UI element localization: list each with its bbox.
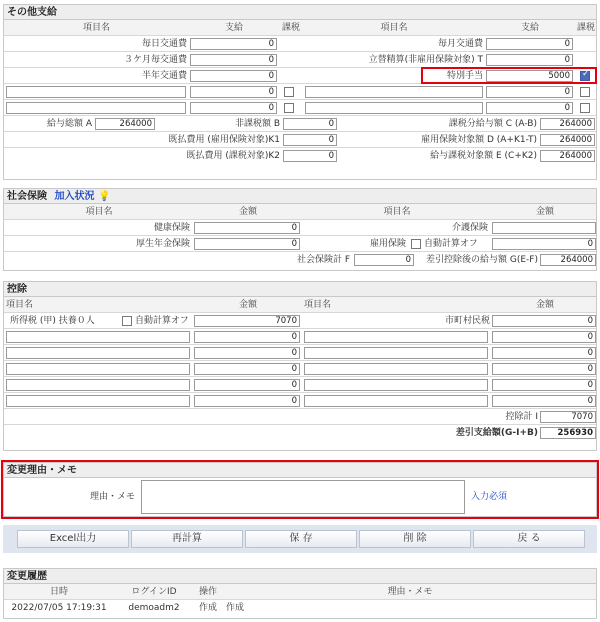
item-label: 毎日交通費 — [141, 39, 187, 49]
col-item: 項目名 — [304, 300, 332, 310]
deduction-row-blank — [4, 393, 596, 409]
health-insurance-label: 健康保険 — [153, 223, 190, 233]
employment-insurance-label: 雇用保険 — [369, 239, 406, 249]
deduction-row-blank — [4, 329, 596, 345]
history-memo: 作成 — [226, 603, 245, 613]
employment-auto-calc-label: 自動計算オフ — [424, 239, 478, 249]
care-insurance-input[interactable] — [492, 222, 596, 234]
custom-item-value-input[interactable]: 0 — [190, 102, 277, 114]
social-header-row — [4, 204, 596, 220]
quarterly-commute-input[interactable]: 0 — [190, 54, 277, 66]
custom-deduction-name-input[interactable] — [6, 347, 190, 359]
tax-target-label: 給与課税対象額 E (C+K2) — [430, 151, 537, 161]
net-pay-value: 256930 — [540, 427, 596, 439]
recalculate-button[interactable]: 再計算 — [131, 530, 243, 548]
custom-deduction-name-input[interactable] — [304, 331, 488, 343]
deduction-total-row — [4, 409, 596, 425]
after-social-label: 差引控除後の給与額 G(E-F) — [426, 255, 538, 265]
col-amount: 金額 — [238, 300, 257, 310]
lightbulb-icon: 💡 — [97, 191, 111, 202]
taxable-label: 課税分給与額 C (A-B) — [448, 119, 537, 129]
income-tax-input[interactable]: 7070 — [194, 315, 300, 327]
item-label: 半年交通費 — [141, 71, 187, 81]
col-amount: 金額 — [535, 207, 554, 217]
net-pay-label: 差引支給額(G-I+B) — [455, 428, 538, 438]
custom-deduction-name-input[interactable] — [304, 395, 488, 407]
section-title-memo: 変更理由・メモ — [4, 463, 596, 478]
social-insurance-section — [3, 188, 597, 271]
custom-deduction-name-input[interactable] — [6, 395, 190, 407]
custom-deduction-value-input[interactable]: 0 — [194, 379, 300, 391]
col-item: 項目名 — [6, 300, 34, 310]
section-title-social-insurance — [4, 189, 596, 204]
custom-item-value-input[interactable]: 0 — [190, 86, 277, 98]
emp-ins-target-label: 雇用保険対象額 D (A+K1-T) — [421, 135, 537, 145]
custom-deduction-name-input[interactable] — [304, 363, 488, 375]
social-row — [4, 220, 596, 236]
col-item-right: 項目名 — [380, 23, 408, 33]
employment-auto-calc-checkbox[interactable] — [411, 239, 421, 249]
after-social-value: 264000 — [540, 254, 596, 266]
deduction-row-blank — [4, 377, 596, 393]
history-col-memo: 理由・メモ — [387, 587, 433, 597]
back-button[interactable]: 戻 る — [473, 530, 585, 548]
nontax-label: 非課税額 B — [234, 119, 280, 129]
history-login: demoadm2 — [128, 603, 180, 613]
highlight-memo — [1, 460, 599, 519]
custom-deduction-value-input[interactable]: 0 — [492, 379, 596, 391]
memo-required-note: 入力必須 — [471, 492, 508, 502]
section-title-other-payments: その他支給 — [4, 5, 596, 20]
social-total-row — [4, 252, 596, 268]
deduction-row-blank — [4, 361, 596, 377]
k1-label: 既払費用 (雇用保険対象)K1 — [168, 135, 280, 145]
history-action: 作成 — [198, 603, 217, 613]
other-row-blank — [4, 84, 596, 100]
custom-deduction-value-input[interactable]: 0 — [194, 347, 300, 359]
custom-item-value-input[interactable]: 0 — [486, 102, 573, 114]
other-total-row — [4, 148, 596, 164]
col-tax-left: 課税 — [281, 23, 300, 33]
social-total-label: 社会保険計 F — [296, 255, 350, 265]
social-insurance-title: 社会保険 — [7, 191, 47, 202]
custom-item-name-input[interactable] — [6, 86, 186, 98]
custom-item-name-input[interactable] — [305, 102, 483, 114]
net-pay-row — [4, 425, 596, 441]
nontax-value: 0 — [283, 118, 337, 130]
section-title-deduction: 控除 — [4, 282, 596, 297]
deduction-header-row — [4, 297, 596, 313]
memo-section — [3, 462, 597, 517]
history-section — [3, 568, 597, 619]
history-col-datetime: 日時 — [49, 587, 68, 597]
custom-deduction-name-input[interactable] — [304, 379, 488, 391]
custom-deduction-value-input[interactable]: 0 — [194, 363, 300, 375]
col-amount: 金額 — [238, 207, 257, 217]
custom-item-name-input[interactable] — [305, 86, 483, 98]
daily-commute-input[interactable]: 0 — [190, 38, 277, 50]
deduction-total-label: 控除計 I — [505, 412, 538, 422]
excel-export-button[interactable]: Excel出力 — [17, 530, 129, 548]
half-year-commute-input[interactable]: 0 — [190, 70, 277, 82]
income-tax-auto-calc-checkbox[interactable] — [122, 316, 132, 326]
other-total-row — [4, 116, 596, 132]
social-row — [4, 236, 596, 252]
custom-deduction-name-input[interactable] — [304, 347, 488, 359]
deduction-row-blank — [4, 345, 596, 361]
custom-deduction-value-input[interactable]: 0 — [492, 395, 596, 407]
other-row — [4, 52, 596, 68]
col-pay-left: 支給 — [224, 23, 243, 33]
custom-item-tax-checkbox[interactable] — [580, 87, 590, 97]
pension-label: 厚生年金保険 — [135, 239, 190, 249]
custom-deduction-name-input[interactable] — [6, 363, 190, 375]
health-insurance-input[interactable]: 0 — [194, 222, 300, 234]
emp-ins-target-value: 264000 — [540, 134, 595, 146]
other-header-row — [4, 20, 596, 36]
custom-item-value-input[interactable]: 0 — [486, 86, 573, 98]
gross-value: 264000 — [95, 118, 155, 130]
special-allowance-label: 特別手当 — [446, 71, 483, 81]
enrollment-status-link[interactable]: 加入状況 — [54, 191, 95, 202]
save-button[interactable]: 保 存 — [245, 530, 357, 548]
custom-deduction-name-input[interactable] — [6, 379, 190, 391]
special-allowance-input[interactable]: 5000 — [486, 70, 573, 82]
item-label: 毎月交通費 — [437, 39, 483, 49]
resident-tax-label: 市町村民税 — [444, 316, 490, 326]
custom-deduction-value-input[interactable]: 0 — [492, 331, 596, 343]
employment-insurance-input[interactable]: 0 — [492, 238, 596, 250]
resident-tax-input[interactable]: 0 — [492, 315, 596, 327]
item-label: ３ケ月毎交通費 — [123, 55, 187, 65]
custom-item-name-input[interactable] — [6, 102, 186, 114]
col-item: 項目名 — [383, 207, 411, 217]
custom-item-tax-checkbox[interactable] — [284, 87, 294, 97]
history-datetime: 2022/07/05 17:19:31 — [11, 603, 107, 613]
other-row-blank — [4, 100, 596, 116]
other-row — [4, 68, 596, 84]
delete-button[interactable]: 削 除 — [359, 530, 471, 548]
history-header-row — [4, 584, 596, 600]
deduction-total-value: 7070 — [540, 411, 596, 423]
care-insurance-label: 介護保険 — [451, 223, 488, 233]
history-col-action: 操作 — [198, 587, 217, 597]
custom-deduction-value-input[interactable]: 0 — [194, 331, 300, 343]
custom-deduction-name-input[interactable] — [6, 331, 190, 343]
taxable-value: 264000 — [540, 118, 595, 130]
pension-input[interactable]: 0 — [194, 238, 300, 250]
history-row — [4, 600, 596, 616]
monthly-commute-input[interactable]: 0 — [486, 38, 573, 50]
reimbursement-input[interactable]: 0 — [486, 54, 573, 66]
deduction-row — [4, 313, 596, 329]
custom-item-tax-checkbox[interactable] — [284, 103, 294, 113]
k2-value: 0 — [283, 150, 337, 162]
history-col-login: ログインID — [131, 587, 177, 597]
custom-deduction-value-input[interactable]: 0 — [492, 347, 596, 359]
gross-label: 給与総額 A — [46, 119, 92, 129]
col-amount: 金額 — [535, 300, 554, 310]
income-tax-auto-calc-label: 自動計算オフ — [135, 316, 189, 326]
deduction-section — [3, 281, 597, 451]
custom-deduction-value-input[interactable]: 0 — [492, 363, 596, 375]
item-label: 立替精算(非雇用保険対象) T — [368, 55, 483, 65]
col-item-left: 項目名 — [82, 23, 110, 33]
memo-label: 理由・メモ — [89, 492, 135, 502]
other-payments-section — [3, 4, 597, 180]
tax-target-value: 264000 — [540, 150, 595, 162]
social-total-value: 0 — [354, 254, 414, 266]
button-bar — [3, 525, 597, 553]
k2-label: 既払費用 (課税対象)K2 — [186, 151, 280, 161]
custom-deduction-value-input[interactable]: 0 — [194, 395, 300, 407]
col-pay-right: 支給 — [520, 23, 539, 33]
section-title-history: 変更履歴 — [4, 569, 596, 584]
custom-item-tax-checkbox[interactable] — [580, 103, 590, 113]
col-tax-right: 課税 — [576, 23, 595, 33]
income-tax-label: 所得税 (甲) 扶養０人 — [10, 316, 95, 326]
k1-value: 0 — [283, 134, 337, 146]
other-total-row — [4, 132, 596, 148]
col-item: 項目名 — [85, 207, 113, 217]
highlight-special-allowance — [421, 67, 597, 84]
other-row — [4, 36, 596, 52]
